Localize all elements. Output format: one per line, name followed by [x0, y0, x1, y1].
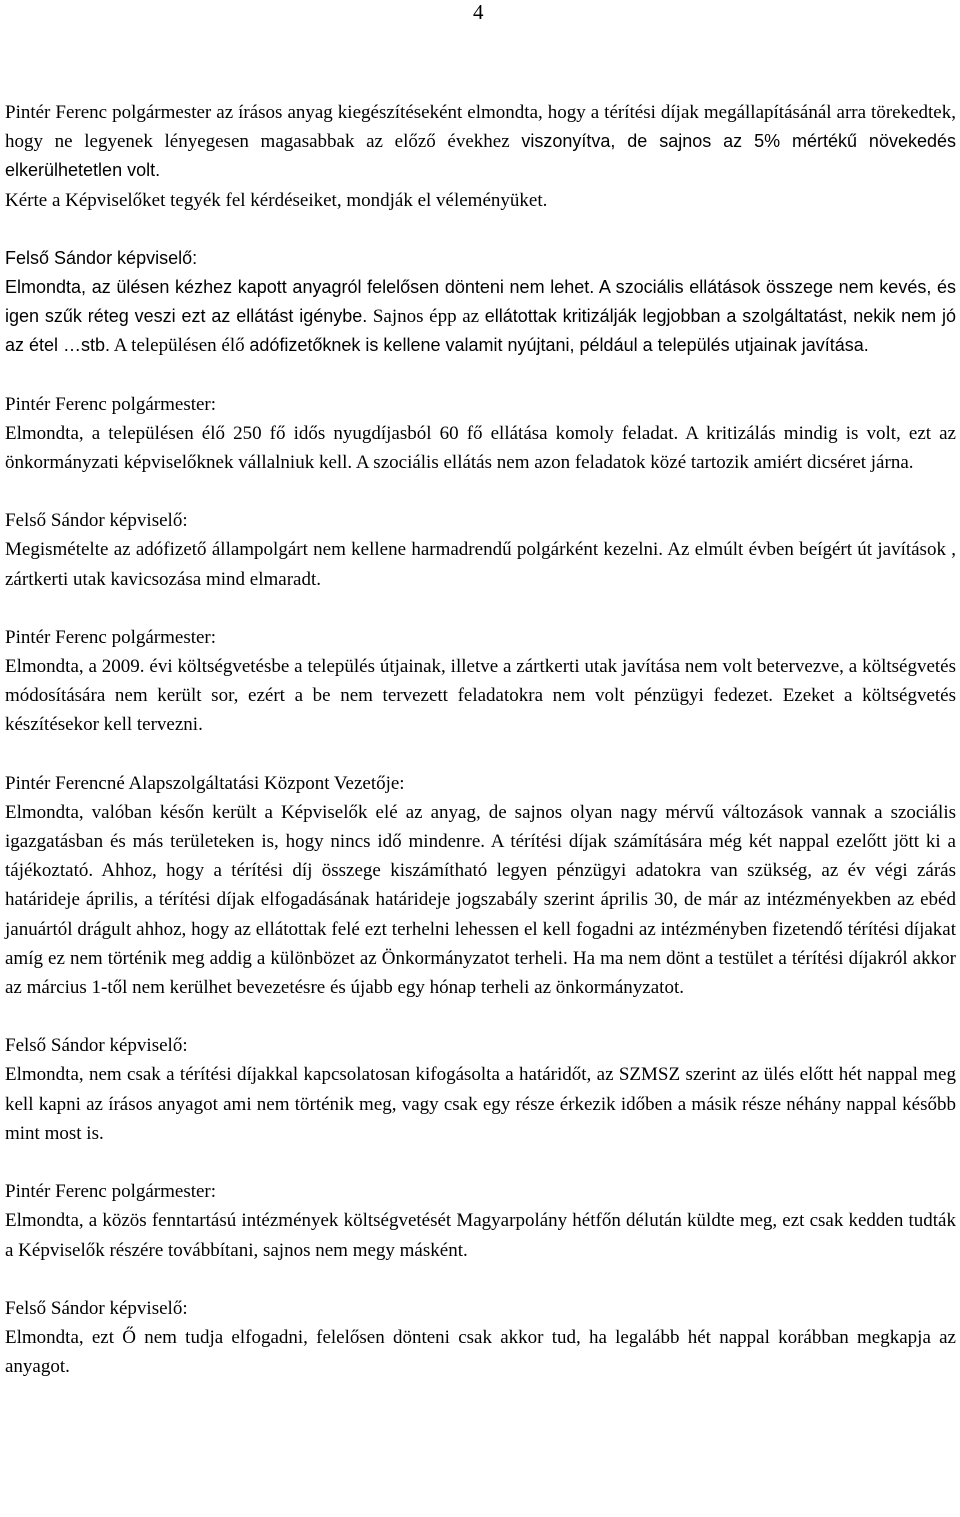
intro-text-3: Kérte a Képviselőket tegyék fel kérdéseiket, mondják el véleményüket.	[5, 189, 548, 211]
intro-text-2: viszonyítva, de sajnos az 5% mértékű növekedés elkerülhetetlen volt.	[5, 131, 956, 181]
speech-text: Elmondta, valóban későn került a Képviselők elé az anyag, de sajnos olyan nagy mérvű változások vannak a szociális igazgatásban és más területeken is, hogy nincs idő mindenre. A térítési díjak számítására még két nappal ezelőtt jött ki a tájékoztató. Ahhoz, hogy a térítési díj összege kiszámítható legyen pénzügyi adatokra van szükség, az év végi zárás határideje április, a térítési díjak elfogadásának határideje jogszabály szerint április 30, de már az intézményekben az ebéd januártól drágult ahhoz, hogy az ellátottak felé ezt terhelni lehessen el kell fogadni az intézményben fizetendő térítési díjakat amíg ez nem történik meg addig a különbözet az Önkormányzatot terheli. Ha ma nem dönt a testület a térítési díjakról akkor az március 1-től nem kerülhet bevezetésre és újabb egy hónap terheli az önkormányzatot.	[5, 801, 956, 999]
speaker-name: Pintér Ferenc polgármester:	[5, 393, 217, 415]
speech-text-c: ellátottak kritizálják legjobban a szolgáltatást, nekik nem jó az étel …stb.	[5, 306, 956, 356]
speaker-name: Felső Sándor képviselő:	[5, 247, 198, 268]
speech-text-e: adófizetőknek is kellene valamit nyújtani, például a település utjainak javítása.	[249, 335, 869, 356]
section-3	[5, 506, 956, 594]
page-number: 4	[473, 0, 484, 24]
section-2	[5, 390, 956, 478]
speech-text: Elmondta, a 2009. évi költségvetésbe a település útjainak, illetve a zártkerti utak javítása nem volt betervezve, a költségvetés módosítására nem került sor, ezért a be nem tervezett feladatokra nem volt pénzügyi fedezet. Ezeket a költségvetés készítésekor kell tervezni.	[5, 656, 956, 736]
speaker-name: Pintér Ferenc polgármester:	[5, 1181, 217, 1203]
speaker-name: Felső Sándor képviselő:	[5, 1297, 188, 1319]
speech-text-b: Sajnos épp az	[367, 306, 485, 328]
speech-text: Elmondta, a közös fenntartású intézmények költségvetését Magyarpolány hétfőn délután küldte meg, ezt csak kedden tudták a Képviselők részére továbbítani, sajnos nem megy másként.	[5, 1210, 956, 1261]
speaker-name: Felső Sándor képviselő:	[5, 510, 188, 532]
speech-text: Elmondta, a településen élő 250 fő idős nyugdíjasból 60 fő ellátása komoly feladat. A kritizálás mindig is volt, ezt az önkormányzati képviselőknek vállalniuk kell. A szociális ellátás nem azon feladatok közé tartozik amiért dicséret járna.	[5, 422, 956, 474]
section-6	[5, 1031, 956, 1148]
speaker-name: Felső Sándor képviselő:	[5, 1035, 188, 1057]
speech-text: Elmondta, ezt Ő nem tudja elfogadni, felelősen dönteni csak akkor tud, ha legalább hét nappal korábban megkapja az anyagot.	[5, 1326, 956, 1378]
speech-text-a: Elmondta, az ülésen kézhez kapott anyagról felelősen dönteni nem lehet. A szociális ellátások összege nem kevés, és igen szűk réteg veszi ezt az ellátást igénybe.	[5, 277, 956, 327]
intro-paragraph	[5, 98, 956, 215]
section-1	[5, 244, 956, 361]
speech-text: Megismételte az adófizető állampolgárt nem kellene harmadrendű polgárként kezelni. Az elmúlt évben beígért út javítások , zártkerti utak kavicsozása mind elmaradt.	[5, 539, 956, 590]
section-5	[5, 769, 956, 1003]
section-4	[5, 623, 956, 740]
speaker-name: Pintér Ferenc polgármester:	[5, 626, 217, 648]
speech-text	[5, 273, 956, 361]
section-8	[5, 1294, 956, 1382]
speech-text-d: A településen élő	[110, 335, 250, 357]
speech-text: Elmondta, nem csak a térítési díjakkal kapcsolatosan kifogásolta a határidőt, az SZMSZ szerint az ülés előtt hét nappal meg kell kapni az írásos anyagot ami nem történik meg, vagy csak egy része érkezik időben a másik része néhány nappal később mint most is.	[5, 1064, 956, 1144]
intro-text-1: Pintér Ferenc polgármester az írásos anyag kiegészítéseként elmondta, hogy a térítési díjak megállapításánál arra törekedtek, hogy ne legyenek lényegesen magasabbak az előző évekhez	[5, 102, 956, 153]
document-body	[5, 98, 956, 1381]
section-7	[5, 1177, 956, 1265]
speaker-name: Pintér Ferencné Alapszolgáltatási Központ Vezetője:	[5, 772, 405, 794]
